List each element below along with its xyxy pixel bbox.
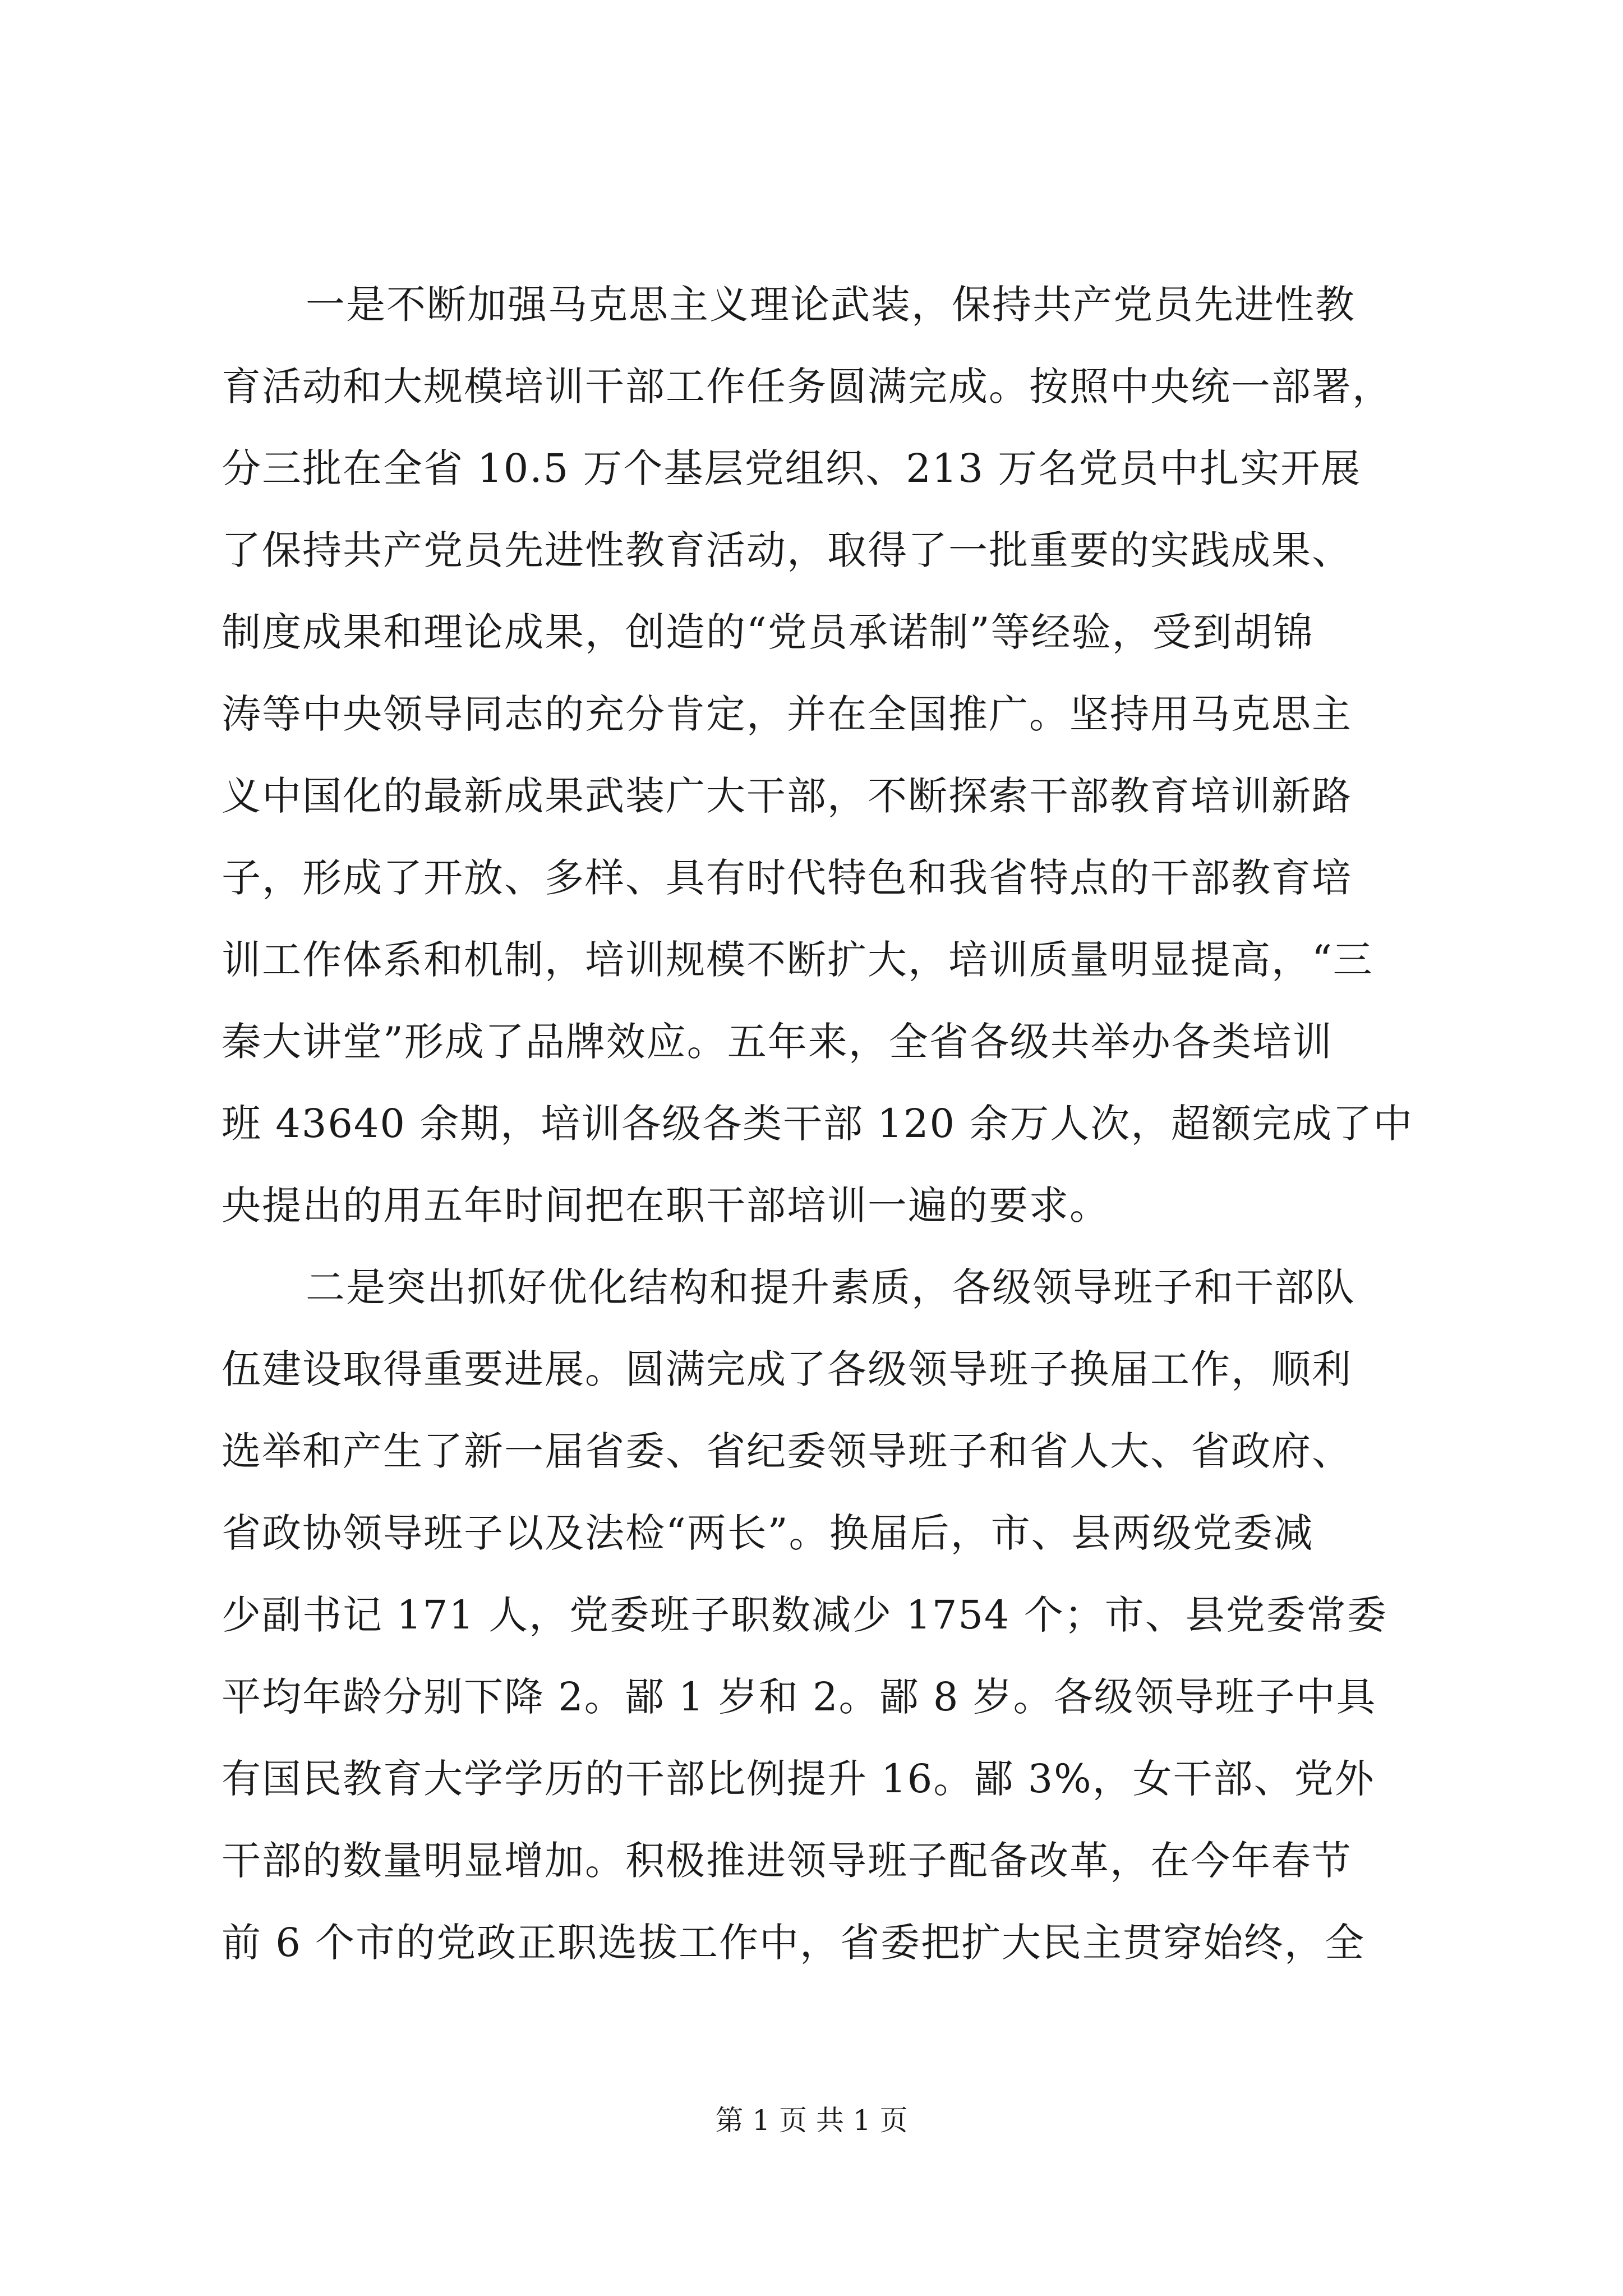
text-line: 涛等中央领导同志的充分肯定，并在全国推广。坚持用马克思主 xyxy=(222,691,1352,737)
text-line: 秦大讲堂”形成了品牌效应。五年来，全省各级共举办各类培训 xyxy=(222,1019,1333,1065)
text-line: 平均年龄分别下降 2。鄙 1 岁和 2。鄙 8 岁。各级领导班子中具 xyxy=(222,1674,1377,1720)
text-line: 干部的数量明显增加。积极推进领导班子配备改革，在今年春节 xyxy=(222,1838,1352,1884)
text-line: 一是不断加强马克思主义理论武装，保持共产党员先进性教 xyxy=(306,282,1355,328)
text-line: 分三批在全省 10.5 万个基层党组织、213 万名党员中扎实开展 xyxy=(222,445,1362,491)
text-line: 伍建设取得重要进展。圆满完成了各级领导班子换届工作，顺利 xyxy=(222,1346,1352,1392)
text-line: 了保持共产党员先进性教育活动，取得了一批重要的实践成果、 xyxy=(222,527,1352,573)
text-line: 育活动和大规模培训干部工作任务圆满完成。按照中央统一部署， xyxy=(222,364,1393,409)
text-line: 央提出的用五年时间把在职干部培训一遍的要求。 xyxy=(222,1182,1110,1228)
text-line: 二是突出抓好优化结构和提升素质，各级领导班子和干部队 xyxy=(306,1264,1355,1310)
body-text xyxy=(222,264,1444,1984)
text-line: 少副书记 171 人，党委班子职数减少 1754 个；市、县党委常委 xyxy=(222,1592,1387,1638)
text-line: 省政协领导班子以及法检“两长”。换届后，市、县两级党委减 xyxy=(222,1510,1314,1556)
text-line: 子，形成了开放、多样、具有时代特色和我省特点的干部教育培 xyxy=(222,855,1352,901)
text-line: 制度成果和理论成果，创造的“党员承诺制”等经验，受到胡锦 xyxy=(222,609,1314,655)
text-line: 有国民教育大学学历的干部比例提升 16。鄙 3%，女干部、党外 xyxy=(222,1756,1375,1802)
text-line: 班 43640 余期，培训各级各类干部 120 余万人次，超额完成了中 xyxy=(222,1101,1414,1147)
text-line: 义中国化的最新成果武装广大干部，不断探索干部教育培训新路 xyxy=(222,773,1352,819)
text-line: 训工作体系和机制，培训规模不断扩大，培训质量明显提高，“三 xyxy=(222,937,1373,983)
text-line: 选举和产生了新一届省委、省纪委领导班子和省人大、省政府、 xyxy=(222,1428,1352,1474)
text-line: 前 6 个市的党政正职选拔工作中，省委把扩大民主贯穿始终，全 xyxy=(222,1920,1366,1966)
page-footer: 第 1 页 共 1 页 xyxy=(715,2104,908,2137)
